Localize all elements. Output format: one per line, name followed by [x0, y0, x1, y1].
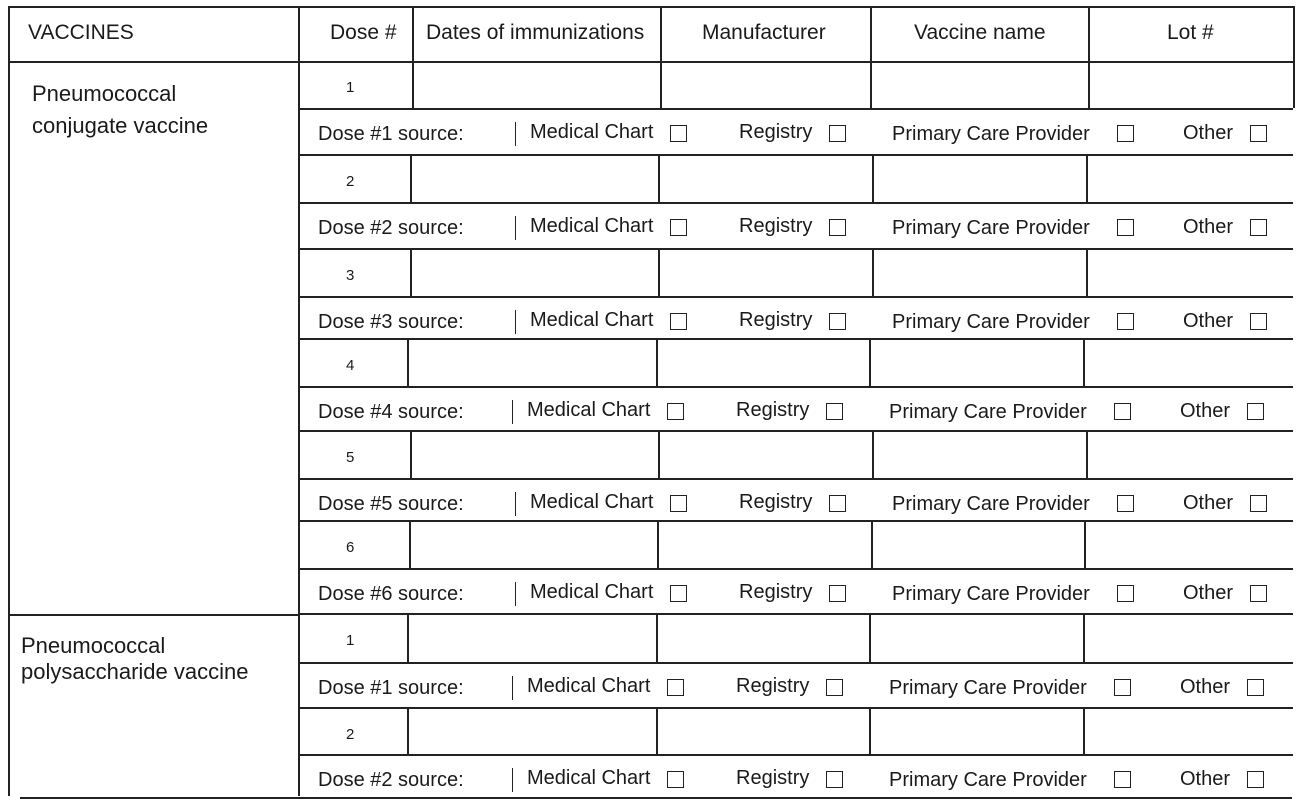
manufacturer-field[interactable]: [658, 617, 869, 660]
other-label: Other: [1180, 676, 1231, 698]
primary-care-provider-checkbox[interactable]: [1114, 403, 1131, 420]
vaccine-name-field[interactable]: [873, 524, 1084, 566]
table-rule: [300, 202, 1293, 204]
medical-chart-checkbox[interactable]: [670, 125, 687, 142]
table-rule: [512, 768, 513, 792]
vaccine-name-field[interactable]: [871, 617, 1083, 660]
table-rule: [515, 216, 516, 240]
primary-care-provider-checkbox[interactable]: [1117, 313, 1134, 330]
primary-care-provider-checkbox[interactable]: [1117, 219, 1134, 236]
header-dates: Dates of immunizations: [426, 21, 645, 44]
medical-chart-label: Medical Chart: [527, 675, 651, 697]
primary-care-provider-checkbox[interactable]: [1114, 771, 1131, 788]
registry-checkbox[interactable]: [826, 679, 843, 696]
header-lot: Lot #: [1167, 21, 1214, 44]
table-rule: [8, 61, 1294, 63]
table-rule: [300, 754, 1293, 756]
dose-number: 3: [346, 267, 355, 284]
primary-care-provider-label: Primary Care Provider: [892, 311, 1090, 333]
date-field[interactable]: [409, 711, 656, 752]
table-rule: [515, 492, 516, 516]
table-rule: [300, 478, 1293, 480]
registry-label: Registry: [736, 675, 810, 697]
table-rule: [870, 6, 872, 63]
manufacturer-field[interactable]: [659, 524, 871, 566]
table-rule: [300, 662, 1293, 664]
manufacturer-field[interactable]: [660, 434, 872, 476]
header-vaccines: VACCINES: [28, 21, 134, 44]
table-rule: [515, 122, 516, 146]
table-rule: [300, 108, 1293, 110]
lot-field[interactable]: [1085, 617, 1290, 660]
other-checkbox[interactable]: [1250, 585, 1267, 602]
other-checkbox[interactable]: [1250, 313, 1267, 330]
table-rule: [412, 6, 414, 63]
registry-label: Registry: [739, 581, 813, 603]
medical-chart-checkbox[interactable]: [667, 403, 684, 420]
lot-field[interactable]: [1088, 158, 1290, 200]
medical-chart-label: Medical Chart: [530, 309, 654, 331]
other-label: Other: [1183, 310, 1234, 332]
date-field[interactable]: [414, 64, 660, 106]
other-label: Other: [1183, 122, 1234, 144]
registry-label: Registry: [736, 767, 810, 789]
date-field[interactable]: [411, 524, 657, 566]
table-rule: [1293, 6, 1295, 108]
other-label: Other: [1183, 216, 1234, 238]
registry-label: Registry: [739, 215, 813, 237]
table-rule: [298, 6, 300, 796]
medical-chart-label: Medical Chart: [530, 491, 654, 513]
dose-source-label: Dose #1 source:: [318, 677, 464, 699]
primary-care-provider-label: Primary Care Provider: [892, 583, 1090, 605]
table-rule: [300, 248, 1293, 250]
dose-source-label: Dose #1 source:: [318, 123, 464, 145]
date-field[interactable]: [412, 434, 658, 476]
dose-source-label: Dose #6 source:: [318, 583, 464, 605]
other-label: Other: [1183, 492, 1234, 514]
other-label: Other: [1180, 400, 1231, 422]
medical-chart-checkbox[interactable]: [667, 679, 684, 696]
primary-care-provider-checkbox[interactable]: [1117, 585, 1134, 602]
primary-care-provider-label: Primary Care Provider: [889, 677, 1087, 699]
header-vaccine-name: Vaccine name: [914, 21, 1046, 44]
registry-checkbox[interactable]: [829, 495, 846, 512]
lot-field[interactable]: [1090, 64, 1290, 106]
table-rule: [300, 338, 1293, 340]
other-label: Other: [1183, 582, 1234, 604]
dose-number: 5: [346, 449, 355, 466]
table-rule: [300, 520, 1293, 522]
table-rule: [300, 707, 1293, 709]
dose-number: 6: [346, 539, 355, 556]
vaccine-name-field[interactable]: [872, 64, 1088, 106]
primary-care-provider-checkbox[interactable]: [1114, 679, 1131, 696]
primary-care-provider-label: Primary Care Provider: [889, 769, 1087, 791]
medical-chart-checkbox[interactable]: [667, 771, 684, 788]
dose-number: 2: [346, 726, 355, 743]
vaccine-name-field[interactable]: [871, 342, 1083, 384]
manufacturer-field[interactable]: [660, 158, 872, 200]
other-checkbox[interactable]: [1247, 771, 1264, 788]
medical-chart-checkbox[interactable]: [670, 495, 687, 512]
dose-number: 4: [346, 357, 355, 374]
vaccine-name-field[interactable]: [871, 711, 1083, 752]
dose-source-label: Dose #2 source:: [318, 769, 464, 791]
primary-care-provider-label: Primary Care Provider: [892, 493, 1090, 515]
dose-source-label: Dose #3 source:: [318, 311, 464, 333]
date-field[interactable]: [409, 617, 656, 660]
primary-care-provider-label: Primary Care Provider: [892, 217, 1090, 239]
registry-checkbox[interactable]: [829, 219, 846, 236]
table-rule: [515, 582, 516, 606]
medical-chart-label: Medical Chart: [527, 767, 651, 789]
manufacturer-field[interactable]: [662, 64, 870, 106]
table-rule: [8, 614, 300, 616]
vaccine-name-line-2: conjugate vaccine: [32, 113, 209, 138]
medical-chart-label: Medical Chart: [527, 399, 651, 421]
table-rule: [512, 400, 513, 424]
vaccine-name-field[interactable]: [874, 252, 1086, 294]
dose-source-label: Dose #2 source:: [318, 217, 464, 239]
medical-chart-label: Medical Chart: [530, 121, 654, 143]
table-rule: [8, 6, 1295, 8]
registry-checkbox[interactable]: [829, 125, 846, 142]
table-rule: [8, 6, 10, 796]
medical-chart-label: Medical Chart: [530, 581, 654, 603]
dose-number: 2: [346, 173, 355, 190]
vaccine-name-field[interactable]: [874, 158, 1086, 200]
medical-chart-label: Medical Chart: [530, 215, 654, 237]
lot-field[interactable]: [1086, 524, 1290, 566]
table-rule: [515, 310, 516, 334]
other-checkbox[interactable]: [1247, 403, 1264, 420]
primary-care-provider-checkbox[interactable]: [1117, 125, 1134, 142]
table-rule: [512, 676, 513, 700]
other-checkbox[interactable]: [1250, 125, 1267, 142]
lot-field[interactable]: [1088, 434, 1290, 476]
table-rule: [300, 613, 1293, 615]
date-field[interactable]: [412, 158, 658, 200]
table-rule: [300, 386, 1293, 388]
primary-care-provider-checkbox[interactable]: [1117, 495, 1134, 512]
other-checkbox[interactable]: [1250, 219, 1267, 236]
table-rule: [300, 154, 1293, 156]
medical-chart-checkbox[interactable]: [670, 219, 687, 236]
lot-field[interactable]: [1085, 711, 1290, 752]
table-rule: [1088, 6, 1090, 63]
registry-label: Registry: [739, 491, 813, 513]
other-checkbox[interactable]: [1250, 495, 1267, 512]
vaccine-name-line-1: Pneumococcal: [21, 633, 166, 658]
manufacturer-field[interactable]: [660, 252, 872, 294]
manufacturer-field[interactable]: [658, 711, 869, 752]
primary-care-provider-label: Primary Care Provider: [889, 401, 1087, 423]
vaccine-name-field[interactable]: [874, 434, 1086, 476]
registry-checkbox[interactable]: [826, 403, 843, 420]
lot-field[interactable]: [1088, 252, 1290, 294]
dose-source-label: Dose #4 source:: [318, 401, 464, 423]
table-rule: [660, 6, 662, 63]
dose-number: 1: [346, 79, 355, 96]
date-field[interactable]: [409, 342, 656, 384]
lot-field[interactable]: [1085, 342, 1290, 384]
header-dose-number: Dose #: [330, 21, 397, 44]
registry-checkbox[interactable]: [826, 771, 843, 788]
registry-checkbox[interactable]: [829, 585, 846, 602]
medical-chart-checkbox[interactable]: [670, 585, 687, 602]
header-manufacturer: Manufacturer: [702, 21, 826, 44]
dose-source-label: Dose #5 source:: [318, 493, 464, 515]
table-rule: [300, 568, 1293, 570]
primary-care-provider-label: Primary Care Provider: [892, 123, 1090, 145]
table-rule: [20, 797, 1292, 799]
vaccine-name-line-1: Pneumococcal: [32, 81, 177, 106]
other-label: Other: [1180, 768, 1231, 790]
dose-number: 1: [346, 632, 355, 649]
manufacturer-field[interactable]: [658, 342, 869, 384]
table-rule: [300, 296, 1293, 298]
table-rule: [300, 430, 1293, 432]
medical-chart-checkbox[interactable]: [670, 313, 687, 330]
date-field[interactable]: [412, 252, 658, 294]
other-checkbox[interactable]: [1247, 679, 1264, 696]
registry-label: Registry: [739, 121, 813, 143]
registry-label: Registry: [736, 399, 810, 421]
registry-label: Registry: [739, 309, 813, 331]
vaccine-name-line-2: polysaccharide vaccine: [21, 659, 249, 684]
registry-checkbox[interactable]: [829, 313, 846, 330]
